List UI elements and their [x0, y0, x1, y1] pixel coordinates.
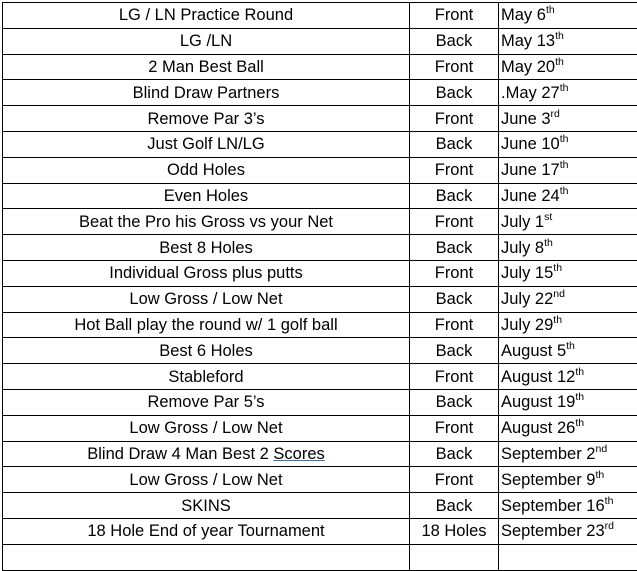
- date-cell: [499, 260, 637, 286]
- event-cell: [3, 415, 410, 441]
- table-row: [3, 157, 637, 183]
- date-text: June 17: [501, 161, 560, 179]
- nine-cell: Back: [410, 80, 499, 106]
- date-cell: [499, 3, 637, 29]
- date-ordinal-suffix: rd: [551, 108, 560, 120]
- date-ordinal-suffix: th: [546, 4, 555, 16]
- event-cell: [3, 312, 410, 338]
- event-cell: [3, 28, 410, 54]
- date-cell: [499, 183, 637, 209]
- event-cell: [3, 518, 410, 544]
- date-text: August 5: [501, 342, 566, 360]
- event-name: Blind Draw 4 Man Best 2: [87, 445, 273, 463]
- nine-cell: Front: [410, 364, 499, 390]
- event-name: LG / LN Practice Round: [119, 6, 293, 24]
- nine-cell: Front: [410, 312, 499, 338]
- table-row: [3, 3, 637, 29]
- event-cell: [3, 54, 410, 80]
- table-row: [3, 209, 637, 235]
- event-cell: [3, 441, 410, 467]
- date-text: August 12: [501, 368, 575, 386]
- date-text: August 19: [501, 393, 575, 411]
- nine-cell: Front: [410, 415, 499, 441]
- date-ordinal-suffix: st: [544, 211, 552, 223]
- event-cell: [3, 389, 410, 415]
- event-name: Low Gross / Low Net: [129, 419, 282, 437]
- event-cell: [3, 544, 410, 570]
- date-cell: [499, 157, 637, 183]
- nine-cell: [410, 544, 499, 570]
- table-row: [3, 441, 637, 467]
- date-text: June 3: [501, 110, 551, 128]
- nine-cell: Front: [410, 3, 499, 29]
- date-text: July 8: [501, 239, 544, 257]
- event-cell: [3, 80, 410, 106]
- date-ordinal-suffix: nd: [553, 288, 565, 300]
- table-row: [3, 260, 637, 286]
- date-ordinal-suffix: th: [555, 30, 564, 42]
- date-ordinal-suffix: th: [560, 159, 569, 171]
- event-cell: [3, 493, 410, 519]
- table-row: [3, 518, 637, 544]
- nine-cell: Back: [410, 389, 499, 415]
- event-name: Stableford: [168, 368, 243, 386]
- nine-cell: Back: [410, 338, 499, 364]
- event-name: Best 6 Holes: [159, 342, 253, 360]
- date-ordinal-suffix: th: [575, 366, 584, 378]
- event-name: Low Gross / Low Net: [129, 290, 282, 308]
- date-cell: [499, 338, 637, 364]
- date-cell: [499, 389, 637, 415]
- date-cell: [499, 415, 637, 441]
- date-text: June 10: [501, 135, 560, 153]
- event-name: Beat the Pro his Gross vs your Net: [79, 213, 333, 231]
- table-row: [3, 183, 637, 209]
- date-cell: [499, 467, 637, 493]
- date-cell: [499, 54, 637, 80]
- date-cell: [499, 364, 637, 390]
- date-ordinal-suffix: th: [575, 417, 584, 429]
- date-ordinal-suffix: th: [560, 82, 569, 94]
- date-text: May 13: [501, 32, 555, 50]
- event-cell: [3, 183, 410, 209]
- table-row: [3, 467, 637, 493]
- date-cell: [499, 441, 637, 467]
- nine-cell: Back: [410, 28, 499, 54]
- table-row: [3, 28, 637, 54]
- event-name: LG /LN: [180, 32, 232, 50]
- nine-cell: Back: [410, 441, 499, 467]
- nine-cell: Back: [410, 235, 499, 261]
- date-cell: [499, 28, 637, 54]
- date-ordinal-suffix: th: [595, 469, 604, 481]
- table-row: [3, 312, 637, 338]
- schedule-body: [3, 3, 637, 571]
- date-text: September 23: [501, 522, 605, 540]
- event-cell: [3, 3, 410, 29]
- schedule-table: [2, 2, 637, 571]
- date-text: August 26: [501, 419, 575, 437]
- event-cell: [3, 364, 410, 390]
- date-ordinal-suffix: th: [553, 314, 562, 326]
- date-cell: [499, 131, 637, 157]
- date-ordinal-suffix: th: [605, 495, 614, 507]
- nine-cell: Front: [410, 54, 499, 80]
- nine-cell: Back: [410, 131, 499, 157]
- date-text: May 6: [501, 6, 546, 24]
- event-cell: [3, 209, 410, 235]
- date-text: September 2: [501, 445, 595, 463]
- table-row: [3, 106, 637, 132]
- table-row: [3, 493, 637, 519]
- date-text: June 24: [501, 187, 560, 205]
- date-ordinal-suffix: th: [566, 340, 575, 352]
- nine-cell: Front: [410, 209, 499, 235]
- date-text: July 22: [501, 290, 553, 308]
- event-name: Just Golf LN/LG: [147, 135, 264, 153]
- date-text: September 9: [501, 471, 595, 489]
- table-row: [3, 338, 637, 364]
- date-text: July 15: [501, 264, 553, 282]
- date-ordinal-suffix: th: [560, 185, 569, 197]
- date-text: .May 27: [501, 84, 560, 102]
- nine-cell: Front: [410, 260, 499, 286]
- event-cell: [3, 106, 410, 132]
- table-row: [3, 54, 637, 80]
- event-name: 2 Man Best Ball: [148, 58, 264, 76]
- date-text: May 20: [501, 58, 555, 76]
- date-cell: [499, 312, 637, 338]
- date-cell: [499, 286, 637, 312]
- event-name: Low Gross / Low Net: [129, 471, 282, 489]
- event-name: Hot Ball play the round w/ 1 golf ball: [74, 316, 337, 334]
- table-row: [3, 389, 637, 415]
- event-name: Odd Holes: [167, 161, 245, 179]
- event-cell: [3, 131, 410, 157]
- event-name: SKINS: [181, 497, 231, 515]
- date-text: July 29: [501, 316, 553, 334]
- table-row: [3, 544, 637, 570]
- date-cell: [499, 544, 637, 570]
- date-cell: [499, 493, 637, 519]
- event-name: Blind Draw Partners: [133, 84, 280, 102]
- date-ordinal-suffix: nd: [595, 443, 607, 455]
- table-row: [3, 364, 637, 390]
- event-cell: [3, 338, 410, 364]
- table-row: [3, 286, 637, 312]
- event-name: Remove Par 5’s: [147, 393, 264, 411]
- date-cell: [499, 80, 637, 106]
- table-row: [3, 415, 637, 441]
- table-row: [3, 80, 637, 106]
- event-name-underlined: Scores: [273, 445, 324, 463]
- nine-cell: Back: [410, 493, 499, 519]
- event-name: Even Holes: [164, 187, 248, 205]
- nine-cell: Back: [410, 286, 499, 312]
- table-row: [3, 131, 637, 157]
- date-cell: [499, 235, 637, 261]
- event-cell: [3, 286, 410, 312]
- event-name: Remove Par 3’s: [147, 110, 264, 128]
- date-ordinal-suffix: th: [575, 391, 584, 403]
- date-ordinal-suffix: rd: [605, 520, 614, 532]
- nine-cell: Front: [410, 106, 499, 132]
- event-cell: [3, 467, 410, 493]
- date-ordinal-suffix: th: [553, 262, 562, 274]
- date-ordinal-suffix: th: [544, 237, 553, 249]
- date-ordinal-suffix: th: [560, 133, 569, 145]
- event-cell: [3, 235, 410, 261]
- event-name: Best 8 Holes: [159, 239, 253, 257]
- event-name: Individual Gross plus putts: [109, 264, 303, 282]
- nine-cell: Back: [410, 183, 499, 209]
- date-cell: [499, 209, 637, 235]
- date-cell: [499, 106, 637, 132]
- date-cell: [499, 518, 637, 544]
- date-ordinal-suffix: th: [555, 56, 564, 68]
- date-text: September 16: [501, 497, 605, 515]
- event-cell: [3, 157, 410, 183]
- nine-cell: Front: [410, 467, 499, 493]
- event-cell: [3, 260, 410, 286]
- event-name: 18 Hole End of year Tournament: [87, 522, 324, 540]
- nine-cell: 18 Holes: [410, 518, 499, 544]
- date-text: July 1: [501, 213, 544, 231]
- table-row: [3, 235, 637, 261]
- nine-cell: Front: [410, 157, 499, 183]
